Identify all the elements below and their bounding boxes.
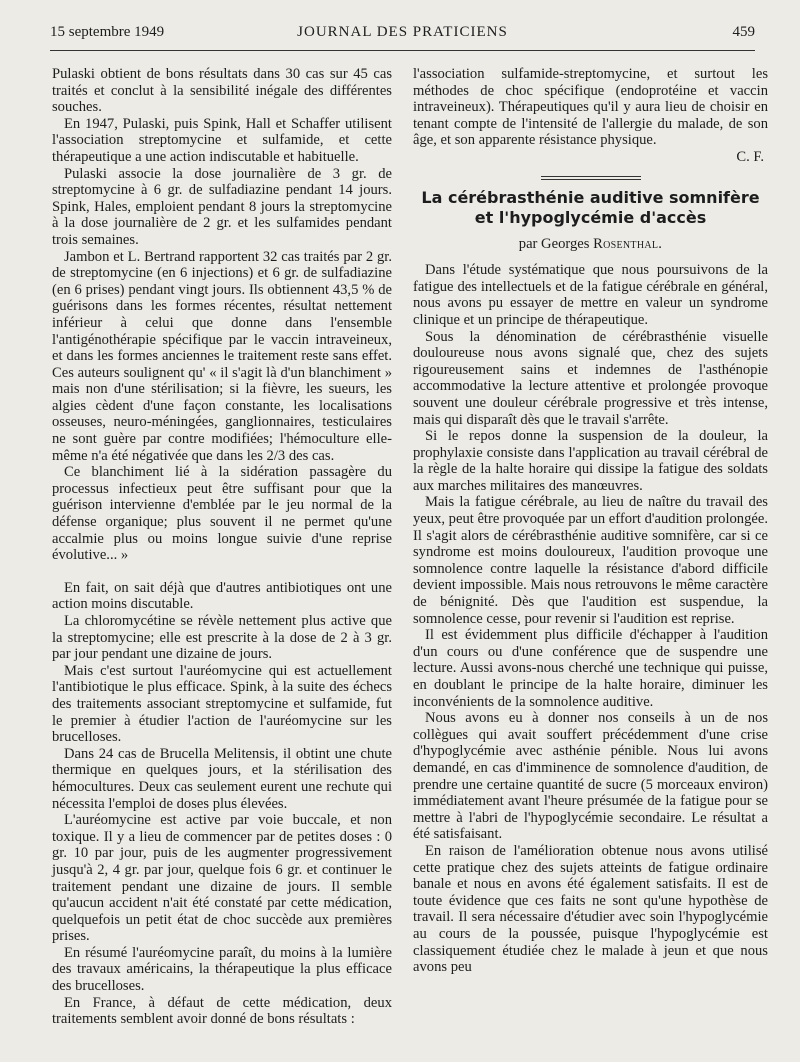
- article-title: La cérébrasthénie auditive somnifère et l'hypoglycémie d'accès: [421, 187, 760, 227]
- paragraph: Mais la fatigue cérébrale, au lieu de naître du travail des yeux, peut être provoquée par un effort d'audition prolongée. Il s'agit alors de cérébrasthénie auditive somnifère, car si ce syndrome est moins douloureux, l'audition provoque une somnolence contre laquelle la résistance d'abord difficile devient impossible. Mais nous retrouvons le même caractère de bénignité. Dès que l'audition est suspendue, la somnolence cesse, pour revenir si l'audition est reprise.: [413, 494, 768, 627]
- paragraph: l'association sulfamide-streptomycine, et surtout les méthodes de choc spécifique (endoprotéine et vaccin intraveineux). Thérapeutiques qu'il y aura lieu de choisir en tenant compte de l'intensité de l'allergie du malade, de son âge, et son apparente résistance physique.: [413, 66, 768, 149]
- paragraph: En raison de l'amélioration obtenue nous avons utilisé cette pratique chez des sujets atteints de fatigue ordinaire banale et nous en avons été également satisfaits. Il est de toute évidence que ces faits ne sont qu'une hypothèse de travail. Il sera nécessaire d'étudier avec soin l'hypoglycémie au cours de la poussée, puisque l'hypoglycémie est classiquement étudiée chez le malade à jeun et que nous avons peu: [413, 842, 768, 976]
- page-number: 459: [732, 24, 755, 40]
- section-divider: [541, 176, 641, 180]
- article-author: par Georges Rosenthal.: [518, 235, 663, 252]
- paragraph: La chloromycétine se révèle nettement plus active que la streptomycine; elle est prescrite à la dose de 2 à 3 gr. par jour pendant une dizaine de jours.: [52, 613, 392, 663]
- paragraph: Pulaski obtient de bons résultats dans 30 cas sur 45 cas traités et conclut à la sensibilité inégale des différentes souches.: [52, 66, 392, 116]
- signature: C. F.: [736, 148, 764, 165]
- paragraph: En résumé l'auréomycine paraît, du moins à la lumière des travaux américains, la thérapeutique la plus efficace des brucelloses.: [52, 944, 392, 995]
- paragraph: En fait, on sait déjà que d'autres antibiotiques ont une action moins discutable.: [52, 579, 392, 613]
- left-column: [52, 66, 392, 1028]
- page-header: [50, 24, 755, 48]
- paragraph: Nous avons eu à donner nos conseils à un de nos collègues qui avait souffert précédemment d'une crise d'hypoglycémie avec asthénie pénible. Nous lui avons demandé, en cas d'imminence de somnolence d'audition, de prendre une certaine quantité de sucre (5 morceaux environ) immédiatement avant l'heure présumée de la fatigue pour se mettre à l'abri de l'hypoglycémie secondaire. Le résultat a été satisfaisant.: [413, 710, 768, 843]
- paragraph: Jambon et L. Bertrand rapportent 32 cas traités par 2 gr. de streptomycine (en 6 injections) et 6 gr. de sulfadiazine (en 6 prises) pendant vingt jours. Ils obtiennent 43,5 % de guérisons dans les formes récentes, résultat nettement inférieur à celui que donne dans l'ensemble l'antigénothérapie spécifique par le vaccin intraveineux, et dans les formes anciennes le traitement reste sans effet. Ces auteurs soulignent qu' « il s'agit là d'un blanchiment » mais non d'une stérilisation; si la fièvre, les sueurs, les algies cèdent d'une façon constante, les localisations osseuses, neuro-méningées, ganglionnaires, testiculaires ne sont guère par contre modifiées; l'hémoculture elle-même n'a été négativée que dans les 2/3 des cas.: [52, 248, 392, 464]
- paragraph: L'auréomycine est active par voie buccale, et non toxique. Il y a lieu de commencer par de petites doses : 0 gr. 10 par jour, puis de les augmenter progressivement jusqu'à 2, 4 gr. par jour, quelque fois 6 gr. et continuer le traitement pendant une dizaine de jours. Il semble qu'aucun accident n'ait été constaté par cette médication, quelquefois un petit état de choc succède aux premières prises.: [52, 812, 392, 945]
- paragraph: Dans 24 cas de Brucella Melitensis, il obtint une chute thermique en quelques jours, et la stérilisation des hémocultures. Deux cas seulement eurent une rechute qui nécessita l'emploi de doses plus élevées.: [52, 745, 392, 812]
- header-rule: [50, 50, 755, 51]
- paragraph: Dans l'étude systématique que nous poursuivons de la fatigue des intellectuels et de la fatigue cérébrale en général, nous avons pu essayer de mettre en valeur un syndrome clinique et un principe de thérapeutique.: [413, 262, 768, 328]
- right-column: [413, 66, 768, 976]
- paragraph: En 1947, Pulaski, puis Spink, Hall et Schaffer utilisent l'association streptomycine et sulfamide, et cette thérapeutique a une action indiscutable et habituelle.: [52, 115, 392, 165]
- paragraph: Si le repos donne la suspension de la douleur, la prophylaxie consiste dans l'application au travail cérébral de la règle de la halte horaire qui dissipe la fatigue des soldats aux marches militaires des manœuvres.: [413, 428, 768, 494]
- paragraph: Mais c'est surtout l'auréomycine qui est actuellement l'antibiotique le plus efficace. Spink, à la suite des échecs des traitements associant streptomycine et sulfamide, fut le premier à étudier l'action de l'auréomycine sur les brucelloses.: [52, 662, 392, 746]
- paragraph: Sous la dénomination de cérébrasthénie visuelle douloureuse nous avons signalé que, chez des sujets rigoureusement sains et indemnes de l'asthénopie accommodative la lecture attentive et prolongée provoque souvent une douleur cérébrale progressive et très intense, mais qui disparaît dès que le travail s'arrête.: [413, 328, 768, 428]
- paragraph: En France, à défaut de cette médication, deux traitements semblent avoir donné de bons résultats :: [52, 994, 392, 1028]
- paragraph: Pulaski associe la dose journalière de 3 gr. de streptomycine à 6 gr. de sulfadiazine pendant 14 jours. Spink, Hales, emploient pendant 8 jours la streptomycine à la dose journalière de 2 gr. et les sulfamides pendant trois semaines.: [52, 165, 392, 248]
- issue-date: 15 septembre 1949: [50, 24, 165, 40]
- paragraph: Il est évidemment plus difficile d'échapper à l'audition d'un cours ou d'une conférence que de suspendre une lecture. Aussi avons-nous cherché une technique qui puisse, en doublant le principe de la halte horaire, diminuer les inconvénients de la somnolence auditive.: [413, 627, 768, 710]
- journal-title: JOURNAL DES PRATICIENS: [297, 24, 508, 40]
- paragraph: Ce blanchiment lié à la sidération passagère du processus infectieux peut être suffisant pour que la guérison intervienne d'emblée par le jeu normal de la défense organique; plus souvent il ne permet qu'une accalmie plus ou moins longue suivie d'une reprise évolutive... »: [52, 464, 392, 564]
